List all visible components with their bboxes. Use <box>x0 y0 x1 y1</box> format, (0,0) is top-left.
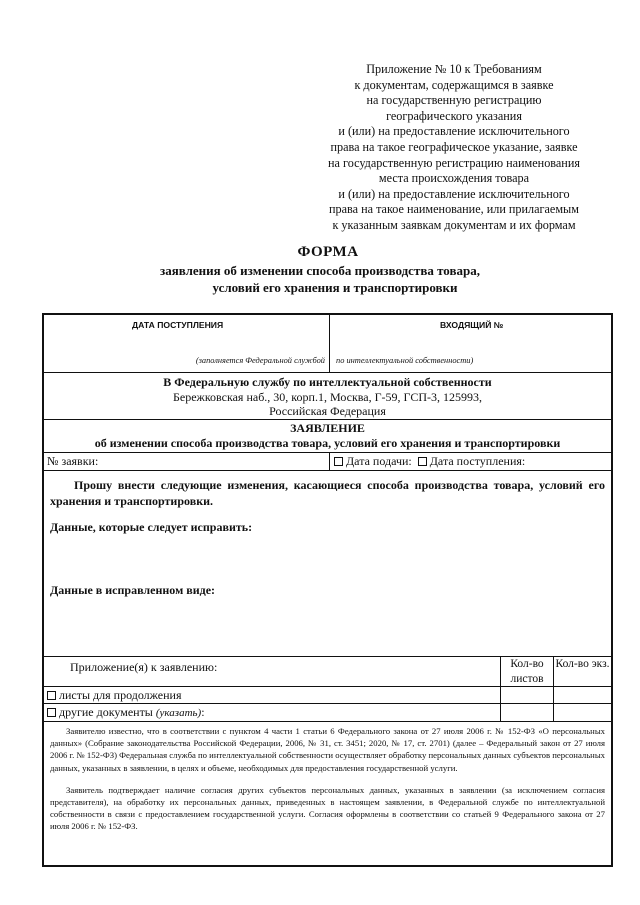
form-title <box>0 244 640 296</box>
application-row <box>44 453 611 471</box>
fill-note-right: по интеллектуальной собственности) <box>336 356 474 365</box>
statement-subtitle: об изменении способа производства товара, условий его хранения и транспортировки <box>94 435 561 450</box>
request-body[interactable] <box>44 471 611 657</box>
attachment-row <box>44 687 611 704</box>
annex-line: на государственную регистрацию наименования <box>328 155 580 170</box>
annex-line: географического указания <box>386 108 522 123</box>
annex-line: места происхождения товара <box>378 171 530 186</box>
filing-date-checkbox[interactable] <box>334 457 343 466</box>
sheets-col-header: Кол-во листов <box>501 657 554 686</box>
consent-block <box>44 722 611 865</box>
copies-count-cell[interactable] <box>554 704 611 721</box>
consent-paragraph-1: Заявителю известно, что в соответствии с пунктом 4 части 1 статьи 6 Федерального закона от 27 июля 2006 г. № 152-ФЗ «О персональных данных» (Собрание законодательства Российской Федерации, 2006, № 31, ст. 3451; 2020, № 17, ст. 2701) (далее – Федеральный закон от 27 июля 2006 г. № 152-ФЗ) Федеральная служба по интеллектуальной собственности осуществляет обработку персональных данных субъектов персональных данных, указанных в заявлении, в целях и объеме, необходимых для предоставления государственной услуги. <box>50 726 606 773</box>
attachment-item-cell <box>44 704 501 721</box>
sheets-count-cell[interactable] <box>501 687 554 703</box>
header-row <box>44 315 611 373</box>
attachment-item-hint: (указать) <box>155 707 202 719</box>
incoming-no-label: ВХОДЯЩИЙ № <box>440 320 504 330</box>
annex-line: и (или) на предоставление исключительного <box>338 186 570 201</box>
attachment-item-colon: : <box>201 705 205 719</box>
attachments-label-cell <box>44 657 501 686</box>
statement-title-block <box>44 420 611 453</box>
annex-line: к документам, содержащимся в заявке <box>354 77 554 92</box>
form-title-line1: заявления об изменении способа производства товара, <box>160 263 480 278</box>
attachment-item-label: другие документы <box>59 705 153 719</box>
receipt-date-cell[interactable] <box>44 315 330 372</box>
annex-line: к указанным заявкам документам и их формам <box>332 217 576 232</box>
sheets-checkbox[interactable] <box>47 691 56 700</box>
copies-col-header: Кол-во экз. <box>555 658 610 670</box>
annex-header <box>300 62 608 234</box>
annex-line: Приложение № 10 к Требованиям <box>366 62 542 76</box>
fill-note-left: (заполняется Федеральной службой <box>195 356 325 365</box>
statement-title: ЗАЯВЛЕНИЕ <box>290 421 365 435</box>
annex-line: права на такое географическое указание, заявке <box>330 139 578 154</box>
application-no-cell[interactable] <box>44 453 330 470</box>
consent-paragraph-2: Заявитель подтверждает наличие согласия других субъектов персональных данных, указанных в заявлении (за исключением согласия представителя), на обработку их персональных данных, приведенных в настоящем заявлении, в Федеральной службе по интеллектуальной собственности в связи с предоставлением государственной услуги. Согласия оформлены в соответствии со статьей 9 Федерального закона от 27 июля 2006 г. № 152-ФЗ. <box>50 784 605 832</box>
dates-cell <box>330 453 611 470</box>
to-fix-label: Данные, которые следует исправить: <box>50 520 253 534</box>
copies-count-cell[interactable] <box>554 687 611 703</box>
annex-line: на государственную регистрацию <box>366 93 542 108</box>
receipt-date-label: ДАТА ПОСТУПЛЕНИЯ <box>132 320 224 330</box>
attachment-item-cell <box>44 687 501 703</box>
receipt-date-label2: Дата поступления: <box>429 454 526 468</box>
application-no-label: № заявки: <box>47 454 99 468</box>
request-text: Прошу внести следующие изменения, касающиеся способа производства товара, условий его хранения и транспортировки. <box>50 478 605 508</box>
addressee-block <box>44 373 611 420</box>
attachments-header-row <box>44 657 611 687</box>
form-frame <box>42 313 613 867</box>
form-title-line2: условий его хранения и транспортировки <box>212 280 458 295</box>
receipt-date-checkbox[interactable] <box>418 457 427 466</box>
sheets-count-cell[interactable] <box>501 704 554 721</box>
addressee-line1: В Федеральную службу по интеллектуальной собственности <box>163 375 492 389</box>
attachments-label: Приложение(я) к заявлению: <box>70 660 218 674</box>
addressee-line3: Российская Федерация <box>269 404 386 418</box>
filing-date-label: Дата подачи: <box>346 454 412 468</box>
form-title-forma: ФОРМА <box>297 244 359 260</box>
attachment-item-label: листы для продолжения <box>59 688 182 702</box>
other-docs-checkbox[interactable] <box>47 708 56 717</box>
corrected-label: Данные в исправленном виде: <box>50 583 216 597</box>
annex-line: и (или) на предоставление исключительного <box>338 124 570 139</box>
incoming-no-cell[interactable] <box>330 315 611 372</box>
addressee-line2: Бережковская наб., 30, корп.1, Москва, Г-59, ГСП-3, 125993, <box>172 389 482 404</box>
attachment-row <box>44 704 611 722</box>
annex-line: права на такое наименование, или прилагаемым <box>329 202 579 217</box>
